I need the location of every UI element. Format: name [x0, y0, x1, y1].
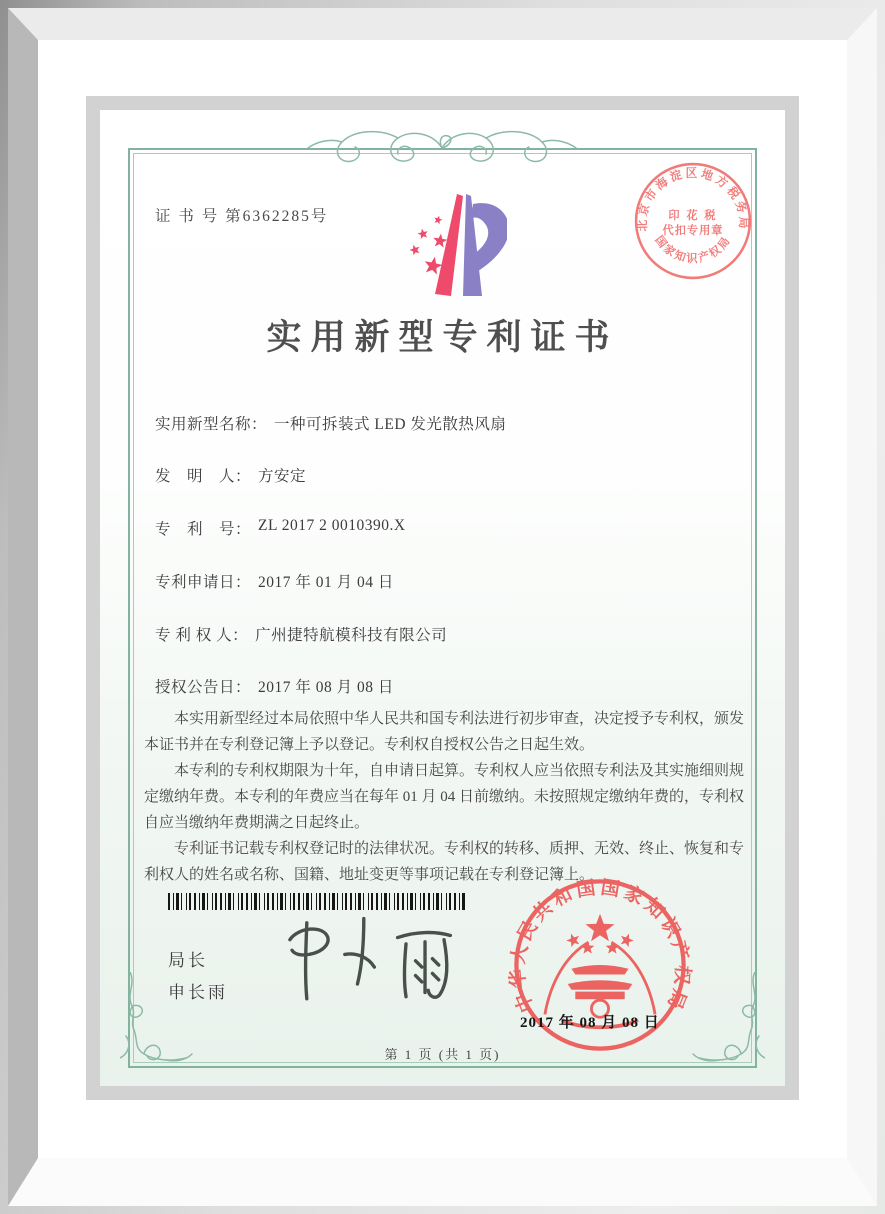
field-patentee	[155, 623, 447, 645]
field-label: 专 利 权 人：	[155, 627, 249, 644]
field-application-date	[155, 570, 394, 592]
svg-text:国家知识产权局	[652, 233, 733, 265]
patent-office-logo-icon	[377, 190, 507, 300]
stamp-bottom-text: 国家知识产权局	[652, 234, 734, 266]
legal-paragraph: 本实用新型经过本局依照中华人民共和国专利法进行初步审查，决定授予专利权，颁发本证书并在专利登记簿上予以登记。专利权自授权公告之日起生效。	[144, 711, 745, 753]
mat-opening-band	[86, 96, 799, 1100]
field-value: ZL 2017 2 0010390.X	[258, 517, 406, 534]
border-flourish-top-icon	[292, 128, 592, 168]
field-value: 方安定	[258, 468, 307, 485]
page-footer: 第 1 页 (共 1 页)	[384, 1047, 501, 1062]
issuer-name-label: 申长雨	[168, 983, 228, 1002]
legal-paragraph: 本专利的专利权期限为十年，自申请日起算。专利权人应当依照专利法及其实施细则规定缴纳年费。本专利的年费应当在每年 01 月 04 日前缴纳。未按照规定缴纳年费的，专利权自应当缴纳年费期满之日起终止。	[144, 763, 745, 831]
stamp-center-line2: 代扣专用章	[662, 225, 724, 238]
field-value: 一种可拆装式 LED 发光散热风扇	[274, 416, 507, 433]
legal-paragraph: 专利证书记载专利权登记时的法律状况。专利权的转移、质押、无效、终止、恢复和专利权人的姓名或名称、国籍、地址变更等事项记载在专利登记簿上。	[144, 841, 745, 883]
field-label: 专利申请日：	[155, 574, 252, 591]
stamp-center-line1: 印 花 税	[668, 209, 718, 222]
field-utility-model-name	[155, 412, 506, 434]
field-label: 实用新型名称：	[155, 416, 268, 433]
stamp-tax-seal	[632, 160, 754, 282]
field-label: 授权公告日：	[155, 679, 252, 696]
field-grant-date	[155, 675, 394, 697]
certificate-number: 证 书 号 第6362285号	[155, 208, 329, 225]
field-label: 专 利 号：	[155, 521, 252, 538]
stamp-outer-text: 北京市海淀区地方税务局	[636, 166, 750, 232]
certificate-paper	[100, 110, 785, 1086]
field-value: 2017 年 08 月 08 日	[258, 679, 394, 696]
field-inventor	[155, 464, 306, 486]
field-value: 广州捷特航模科技有限公司	[255, 627, 448, 644]
picture-frame	[8, 8, 877, 1206]
national-emblem-icon	[565, 914, 636, 1000]
signature-handwriting	[275, 908, 460, 1003]
frame-mat	[38, 40, 847, 1158]
field-patent-number	[155, 517, 406, 539]
seal-ring-text: 中华人民共和国国家知识产权局	[507, 877, 693, 1016]
legal-text-block	[144, 706, 744, 888]
issuer-title-label: 局长	[168, 951, 208, 970]
issue-date: 2017 年 08 月 08 日	[520, 1015, 660, 1031]
field-value: 2017 年 01 月 04 日	[258, 574, 394, 591]
certificate-title: 实用新型专利证书	[266, 318, 619, 357]
field-label: 发 明 人：	[155, 468, 252, 485]
